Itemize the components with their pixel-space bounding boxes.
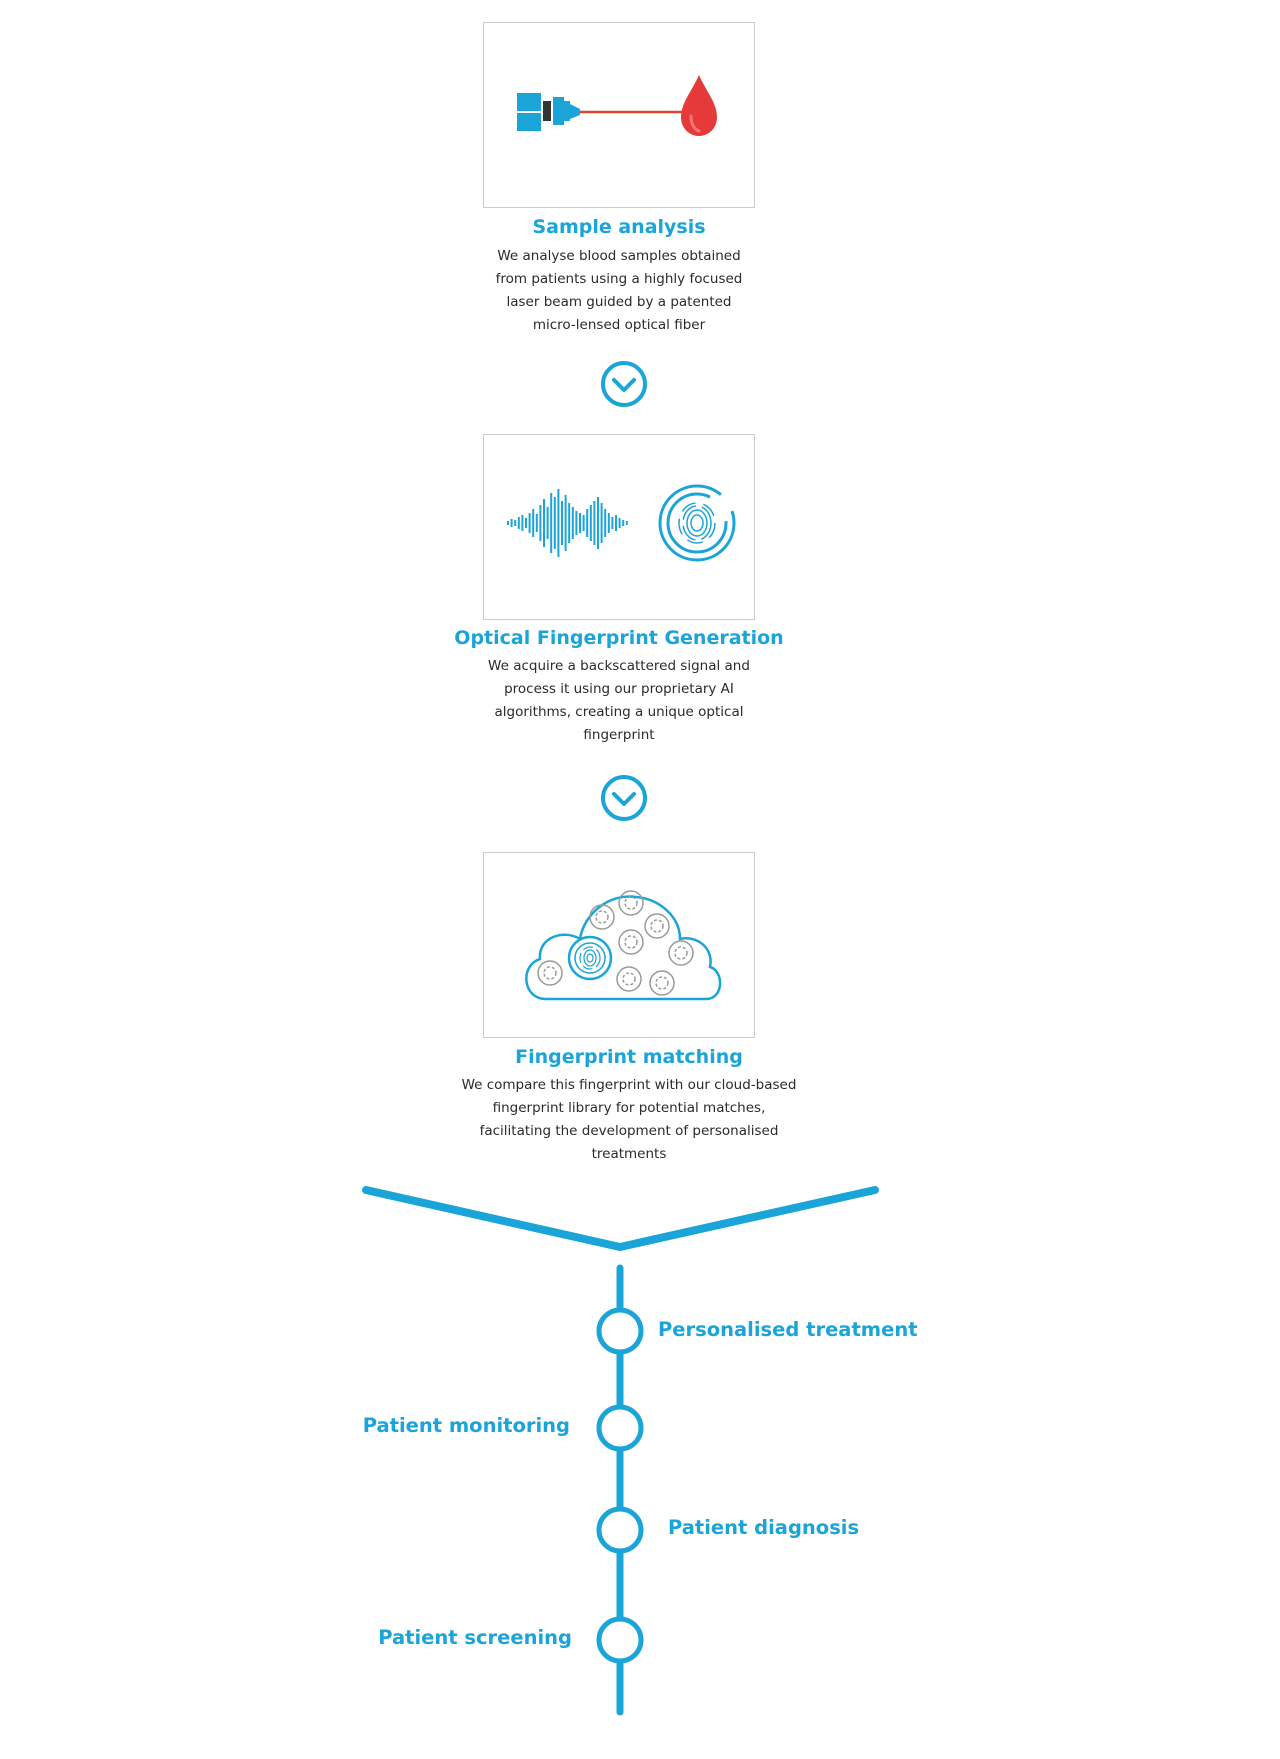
laser-blood-icon bbox=[484, 23, 756, 209]
fingerprint-matching-card bbox=[483, 852, 755, 1038]
outcome-label: Personalised treatment bbox=[658, 1318, 918, 1341]
timeline-node bbox=[599, 1619, 641, 1661]
outcome-label: Patient monitoring bbox=[362, 1414, 570, 1437]
step-description: We analyse blood samples obtained from patients using a highly focused laser beam guided by a patented micro-lensed optical fiber bbox=[495, 248, 743, 333]
step-title: Sample analysis bbox=[532, 216, 706, 238]
outcome-label: Patient diagnosis bbox=[668, 1516, 860, 1539]
chevron-down-icon[interactable] bbox=[600, 360, 648, 408]
step-description: We acquire a backscattered signal and process it using our proprietary AI algorithms, creating a unique optical fingerprint bbox=[488, 658, 750, 743]
step-description: We compare this fingerprint with our cloud-based fingerprint library for potential matches, facilitating the development of personalised treatments bbox=[461, 1077, 797, 1162]
timeline-node bbox=[599, 1509, 641, 1551]
timeline-node bbox=[599, 1407, 641, 1449]
step-title: Fingerprint matching bbox=[515, 1046, 743, 1068]
optical-fingerprint-card bbox=[483, 434, 755, 620]
cloud-fingerprint-icon bbox=[484, 853, 756, 1039]
step-title: Optical Fingerprint Generation bbox=[454, 627, 784, 649]
chevron-down-icon[interactable] bbox=[600, 774, 648, 822]
sample-analysis-card bbox=[483, 22, 755, 208]
signal-fingerprint-icon bbox=[484, 435, 756, 621]
outcome-label: Patient screening bbox=[378, 1626, 572, 1649]
outcome-timeline bbox=[0, 1160, 1280, 1759]
timeline-node bbox=[599, 1310, 641, 1352]
